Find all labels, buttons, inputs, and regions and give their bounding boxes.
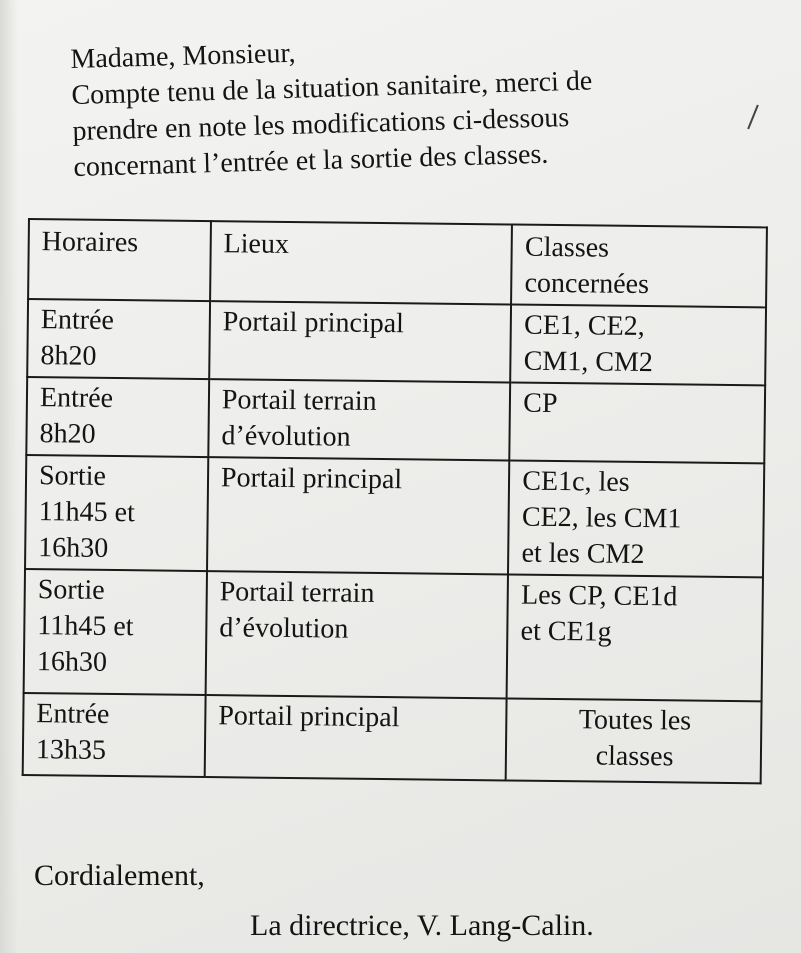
cell-line: d’évolution <box>221 420 351 453</box>
cell-line: et CE1g <box>520 615 612 648</box>
cell-line: et les CM2 <box>521 537 645 571</box>
cell-line: 11h45 et <box>38 496 136 529</box>
cell-classes <box>508 460 764 577</box>
cell-lieux <box>207 457 510 574</box>
header-horaires <box>28 219 211 301</box>
cell-line: d’évolution <box>219 612 349 645</box>
cell-line: 8h20 <box>40 340 97 372</box>
header-label: Horaires <box>41 226 139 259</box>
intro-line: concernant l’entrée et la sortie des classes. <box>73 138 549 183</box>
cell-line: 13h35 <box>35 734 107 766</box>
header-label: Lieux <box>223 228 290 260</box>
cell-line: 8h20 <box>39 418 96 450</box>
cell-line: 16h30 <box>36 646 108 678</box>
cell-line: classes <box>595 740 674 773</box>
header-label: Classes <box>524 231 610 264</box>
intro-line: Compte tenu de la situation sanitaire, merci de <box>71 65 593 111</box>
schedule-table <box>22 218 768 784</box>
cell-line: Portail principal <box>220 462 403 496</box>
cell-line: CP <box>523 387 558 420</box>
closing-text: Cordialement, <box>34 859 205 892</box>
letter-intro <box>70 23 754 186</box>
cell-horaires <box>27 299 210 379</box>
cell-line: Portail terrain <box>221 384 377 417</box>
cell-classes <box>507 574 763 701</box>
cell-line: Entrée <box>40 304 115 336</box>
cell-classes <box>510 382 766 463</box>
cell-horaires <box>26 377 209 457</box>
cell-lieux <box>208 379 510 460</box>
table-row <box>24 569 763 701</box>
cell-horaires <box>24 569 207 695</box>
intro-line: prendre en note les modifications ci-dessous <box>72 102 570 147</box>
header-label: concernées <box>524 267 650 301</box>
cell-line: CE2, les CM1 <box>521 501 682 535</box>
cell-classes <box>506 698 762 783</box>
cell-lieux <box>206 571 509 698</box>
header-lieux <box>210 221 512 304</box>
cell-line: CE1, CE2, <box>523 309 645 343</box>
cell-line: Portail terrain <box>219 576 375 609</box>
table-row <box>26 377 765 463</box>
cell-horaires <box>23 693 206 777</box>
cell-line: CE1c, les <box>522 465 630 498</box>
table-header-row <box>28 219 767 307</box>
cell-lieux <box>205 695 507 780</box>
cell-line: Entrée <box>39 382 114 414</box>
signature-line: La directrice, V. Lang-Calin. <box>250 909 594 942</box>
cell-line: Portail principal <box>222 306 405 340</box>
cell-line: Toutes les <box>578 704 692 737</box>
cell-line: Sortie <box>38 460 107 492</box>
cell-horaires <box>25 455 208 571</box>
cell-line: Sortie <box>37 574 105 606</box>
cell-lieux <box>209 301 511 382</box>
paper-edge-shadow <box>0 0 18 953</box>
table-row <box>23 693 762 783</box>
greeting: Madame, Monsieur, <box>70 37 297 75</box>
cell-line: 16h30 <box>38 532 109 564</box>
cell-line: 11h45 et <box>37 610 134 643</box>
cell-classes <box>510 304 766 385</box>
table-row <box>27 299 766 385</box>
table-row <box>25 455 764 577</box>
cell-line: Les CP, CE1d <box>520 579 678 613</box>
cell-line: Portail principal <box>218 700 400 734</box>
header-classes <box>511 224 767 307</box>
cell-line: Entrée <box>36 698 110 730</box>
cell-line: CM1, CM2 <box>523 345 654 379</box>
